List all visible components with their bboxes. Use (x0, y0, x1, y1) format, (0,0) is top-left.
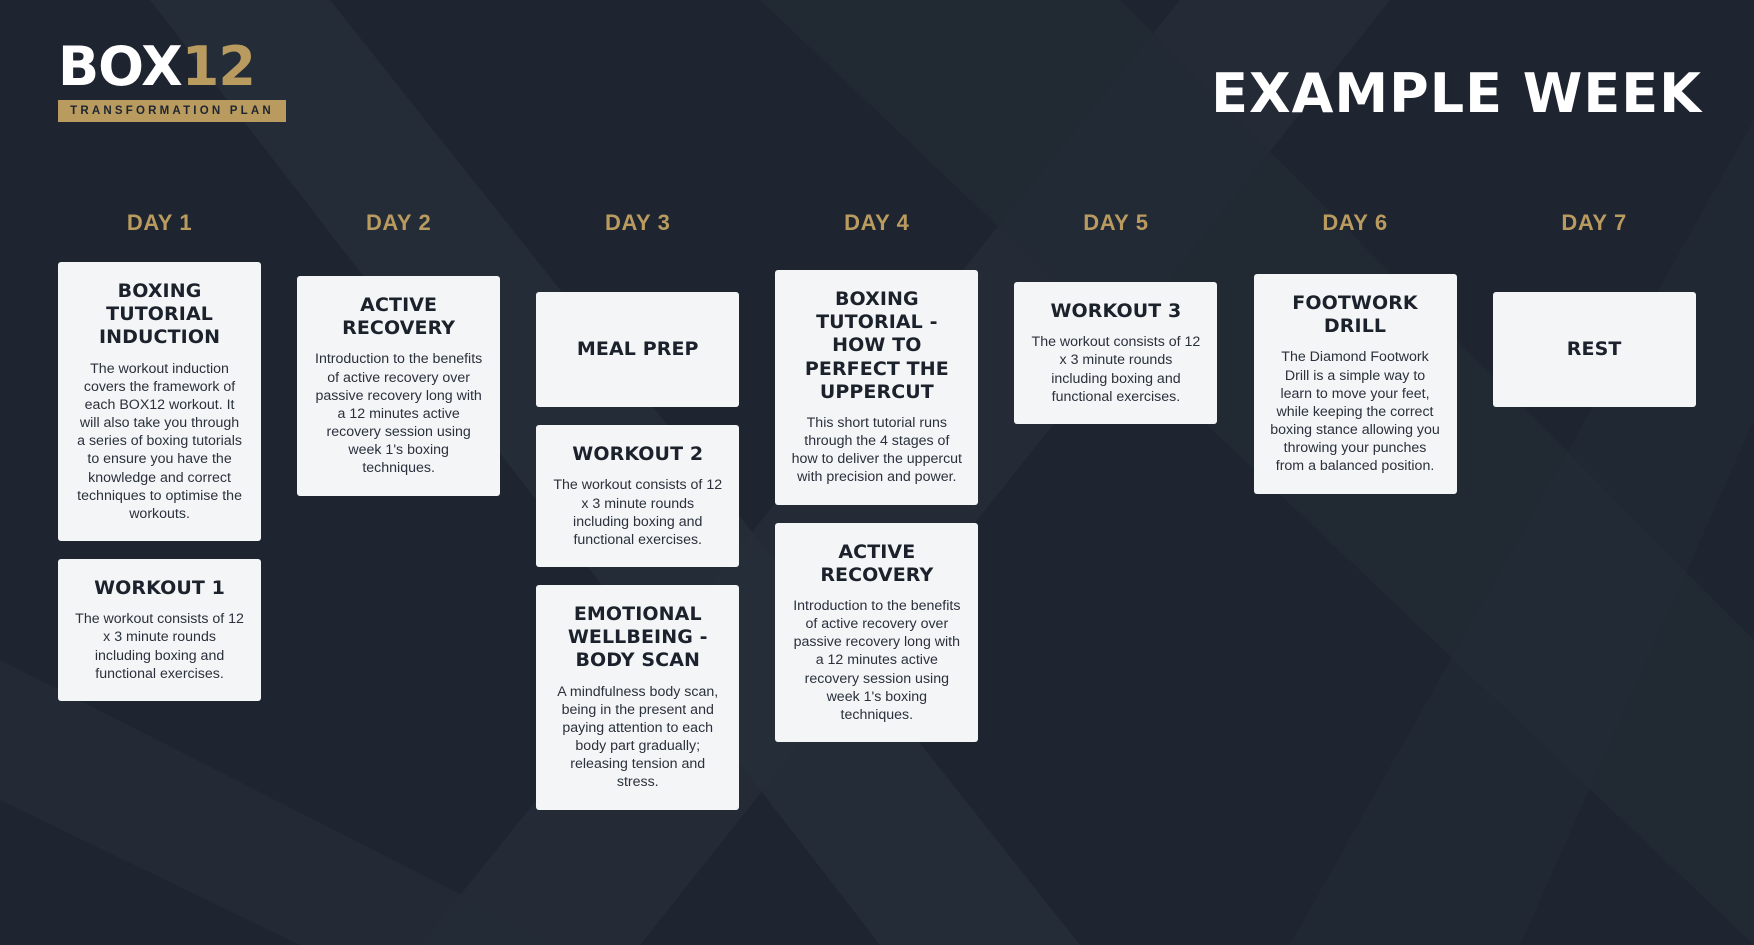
activity-card-title: WORKOUT 1 (94, 577, 225, 600)
day-card-stack (536, 292, 739, 828)
day-column (1235, 210, 1474, 828)
activity-card-body: The workout induction covers the framework of each BOX12 workout. It will also take you through a series of boxing tutorials to ensure you have the knowledge and correct techniques to optimise the workouts. (77, 360, 242, 522)
page-header (0, 0, 1754, 190)
activity-card-title: EMOTIONAL WELLBEING - BODY SCAN (567, 603, 708, 672)
activity-card-body: Introduction to the benefits of active recovery over passive recovery long with a 12 minutes active recovery session using week 1's boxing techniques. (315, 351, 483, 477)
logo-tagline-bar (58, 100, 286, 122)
day-card-stack (775, 270, 978, 760)
activity-card-title: BOXING TUTORIAL - HOW TO PERFECT THE UPPERCUT (804, 288, 949, 403)
logo-main-text: BOX (58, 35, 182, 98)
day-card-stack (297, 276, 500, 514)
logo-wordmark (58, 35, 288, 98)
activity-card[interactable] (536, 425, 739, 567)
day-heading: DAY 6 (1322, 210, 1388, 235)
activity-card-title: ACTIVE RECOVERY (820, 540, 934, 586)
day-column (757, 210, 996, 828)
activity-card-body: The workout consists of 12 x 3 minute rounds including boxing and functional exercises. (1031, 334, 1201, 405)
day-heading: DAY 4 (844, 210, 910, 235)
activity-card[interactable] (1254, 274, 1457, 494)
activity-card-body: The workout consists of 12 x 3 minute rounds including boxing and functional exercises. (553, 477, 723, 548)
day-card-stack (1254, 274, 1457, 512)
logo-tagline: TRANSFORMATION PLAN (70, 105, 274, 117)
day-column (518, 210, 757, 828)
activity-card-body: A mindfulness body scan, being in the present and paying attention to each body part gradually; releasing tension and stress. (557, 683, 719, 791)
activity-card[interactable] (297, 276, 500, 496)
day-heading: DAY 3 (605, 210, 671, 235)
day-card-stack (1014, 282, 1217, 442)
day-heading: DAY 5 (1083, 210, 1149, 235)
page-title: EXAMPLE WEEK (1211, 62, 1702, 125)
activity-card-title: FOOTWORK DRILL (1292, 292, 1418, 338)
day-card-stack (58, 262, 261, 719)
activity-card-body: The Diamond Footwork Drill is a simple way to learn to move your feet, while keeping the correct boxing stance allowing you throwing your punches from a balanced position. (1270, 349, 1440, 475)
day-column (279, 210, 518, 828)
activity-card-title: WORKOUT 2 (572, 443, 704, 466)
activity-card-body: The workout consists of 12 x 3 minute rounds including boxing and functional exercises. (75, 611, 244, 682)
week-grid (40, 210, 1714, 828)
activity-card[interactable] (1493, 292, 1696, 407)
activity-card[interactable] (775, 523, 978, 743)
activity-card[interactable] (536, 585, 739, 810)
day-heading: DAY 2 (365, 210, 432, 235)
activity-card-title: BOXING TUTORIAL INDUCTION (98, 280, 221, 349)
activity-card[interactable] (58, 262, 261, 541)
activity-card-title: WORKOUT 3 (1050, 300, 1182, 322)
logo-accent-text: 12 (181, 35, 255, 98)
day-column (996, 210, 1235, 828)
activity-card[interactable] (1014, 282, 1217, 424)
activity-card-title: REST (1566, 338, 1622, 360)
day-heading: DAY 1 (126, 210, 193, 235)
activity-card-body: Introduction to the benefits of active recovery over passive recovery long with a 12 minutes active recovery session using week 1's boxing techniques. (793, 597, 961, 723)
activity-card[interactable] (58, 559, 261, 701)
activity-card-title: MEAL PREP (576, 338, 699, 360)
activity-card-title: ACTIVE RECOVERY (342, 294, 456, 340)
day-column (1475, 210, 1714, 828)
activity-card-body: This short tutorial runs through the 4 stages of how to deliver the uppercut with precision and power. (791, 414, 962, 486)
day-card-stack (1493, 292, 1696, 425)
day-column (40, 210, 279, 828)
activity-card[interactable] (536, 292, 739, 407)
day-heading: DAY 7 (1561, 210, 1627, 235)
activity-card[interactable] (775, 270, 978, 505)
brand-logo (58, 35, 288, 122)
